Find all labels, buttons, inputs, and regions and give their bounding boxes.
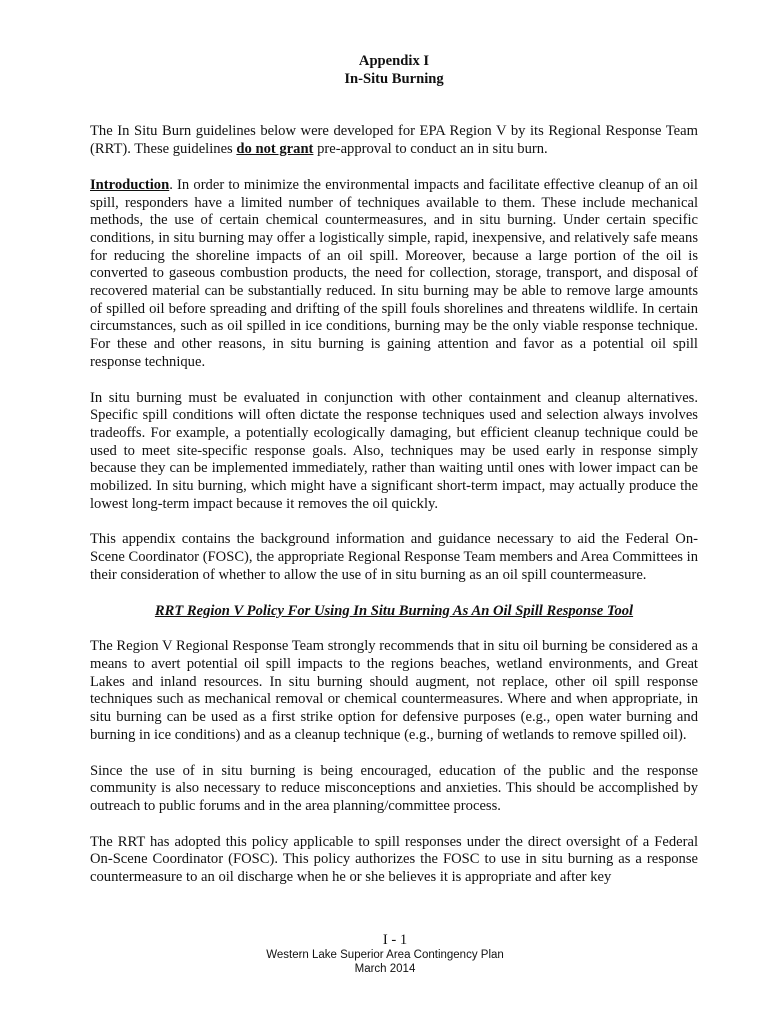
paragraph-policy-adoption: The RRT has adopted this policy applicable to spill responses under the direct oversight of a Federal On-Scene Coordinator (FOSC). This policy authorizes the FOSC to use in situ burning as a response countermeasure to an oil discharge when he or she believes it is appropriate and after key bbox=[90, 833, 698, 886]
page-footer bbox=[0, 933, 770, 976]
intro-text-after: pre-approval to conduct an in situ burn. bbox=[313, 141, 548, 158]
introduction-text: . In order to minimize the environmental impacts and facilitate effective cleanup of an oil spill, responders have a limited number of techniques available to them. These include mechanical methods, the use of certain chemical countermeasures, and in situ burning. Under certain specific conditions, in situ burning may offer a logistically simple, rapid, inexpensive, and relatively safe means for reducing the shoreline impacts of an oil spill. Moreover, because a large portion of the oil is converted to gaseous combustion products, the need for collection, storage, transport, and disposal of recovered material can be substantially reduced. In situ burning may be able to remove large amounts of spilled oil before spreading and drifting of the spill fouls shorelines and threatens wildlife. In certain circumstances, such as oil spilled in ice conditions, burning may be the only viable response technique. For these and other reasons, in situ burning is gaining attention and favor as a potential oil spill response technique. bbox=[90, 176, 698, 370]
paragraph-education: Since the use of in situ burning is being encouraged, education of the public and the response community is also necessary to reduce misconceptions and anxieties. This should be accomplished by outreach to public forums and in the area planning/committee process. bbox=[90, 762, 698, 814]
page-number: I - 1 bbox=[382, 932, 408, 948]
paragraph-appendix-purpose: This appendix contains the background information and guidance necessary to aid the Federal On-Scene Coordinator (FOSC), the appropriate Regional Response Team members and Area Committees in their consideration of whether to allow the use of in situ burning as an oil spill countermeasure. bbox=[90, 531, 698, 583]
plan-name: Western Lake Superior Area Contingency Plan bbox=[266, 949, 504, 961]
appendix-title: Appendix I bbox=[358, 53, 430, 69]
policy-heading: RRT Region V Policy For Using In Situ Burning As An Oil Spill Response Tool bbox=[154, 602, 634, 619]
plan-date: March 2014 bbox=[354, 963, 416, 975]
introduction-paragraph bbox=[90, 177, 698, 372]
paragraph-evaluation: In situ burning must be evaluated in conjunction with other containment and cleanup alternatives. Specific spill conditions will often dictate the response techniques used and selection always involves tradeoffs. For example, a potentially ecologically damaging, but efficient cleanup technique could be used to meet site-specific response goals. Also, techniques may be used early in response simply because they can be implemented immediately, rather than waiting until ones with lower impact can be mobilized. In situ burning, which might have a significant short-term impact, may actually produce the lowest long-term impact because it removes the oil quickly. bbox=[90, 389, 698, 512]
intro-paragraph bbox=[90, 123, 698, 158]
intro-emphasis: do not grant bbox=[236, 141, 314, 158]
paragraph-recommendation: The Region V Regional Response Team strongly recommends that in situ oil burning be considered as a means to avert potential oil spill impacts to the regions beaches, wetland environments, and Great Lakes and inland resources. In situ burning should augment, not replace, other oil spill response techniques such as mechanical removal or chemical countermeasures. Where and when appropriate, in situ burning can be used as a first strike option for defensive purposes (e.g., open water burning and burning in ice conditions) and as a cleanup technique (e.g., burning of wetlands to remove spilled oil). bbox=[90, 638, 698, 743]
introduction-label: Introduction bbox=[90, 176, 170, 193]
appendix-subtitle: In-Situ Burning bbox=[344, 70, 444, 87]
intro-text-before: The In Situ Burn guidelines below were developed for EPA Region V by its Regional Response Team (RRT). These guidelines bbox=[90, 123, 698, 158]
title-block bbox=[90, 53, 698, 88]
document-body bbox=[90, 53, 698, 905]
